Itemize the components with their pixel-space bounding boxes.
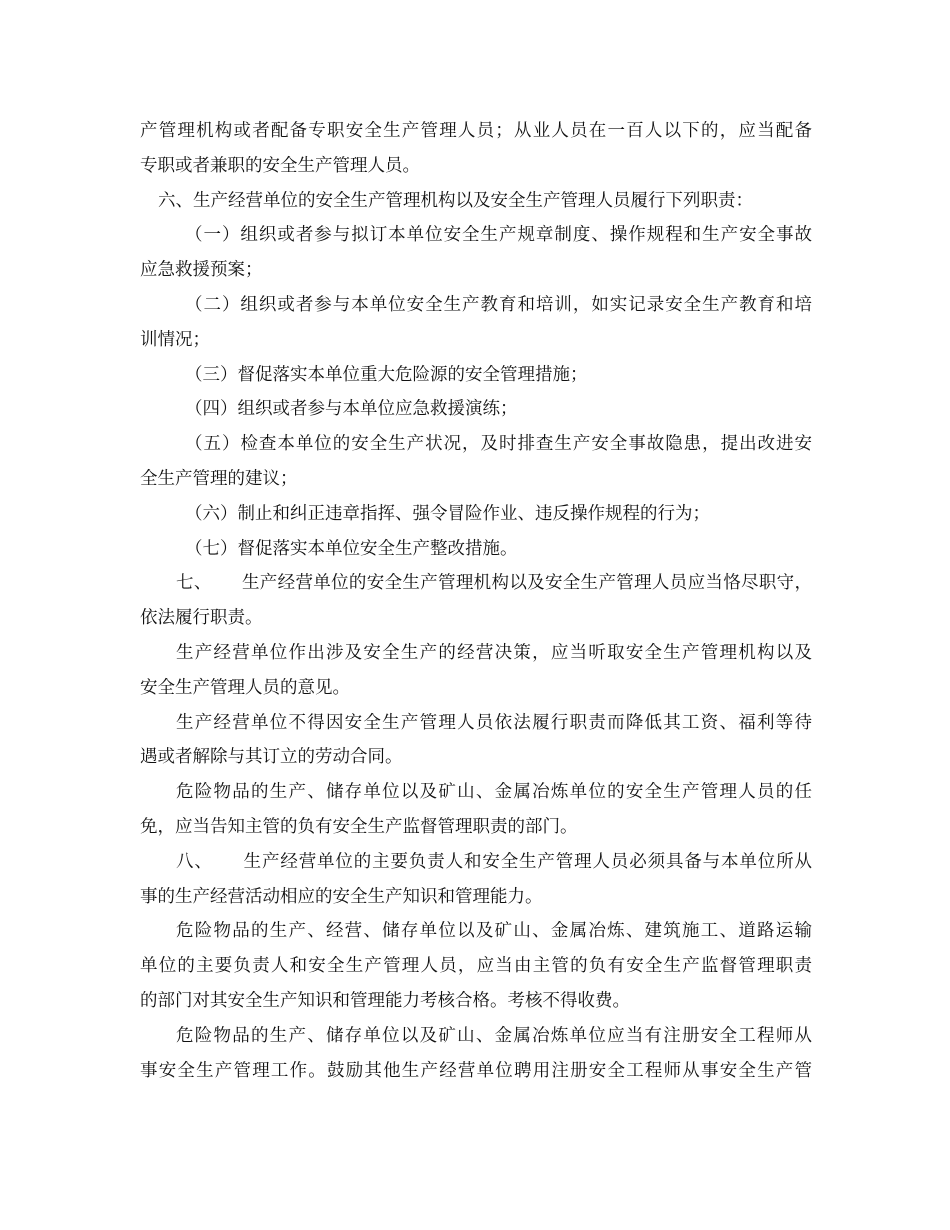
body-line: 免，应当告知主管的负有安全生产监督管理职责的部门。	[140, 816, 578, 837]
list-item-4: （四）组织或者参与本单位应急救援演练；	[185, 399, 518, 420]
body-line: 的部门对其安全生产知识和管理能力考核合格。考核不得收费。	[140, 990, 630, 1011]
body-line: 遇或者解除与其订立的劳动合同。	[140, 747, 403, 768]
body-line: 事安全生产管理工作。鼓励其他生产经营单位聘用注册安全工程师从事安全生产管	[140, 1060, 812, 1081]
section-eight-heading	[140, 845, 812, 880]
body-line: 单位的主要负责人和安全生产管理人员，应当由主管的负有安全生产监督管理职责	[140, 956, 812, 977]
list-item-2-cont: 训情况；	[140, 329, 210, 350]
section-number: 七、	[176, 573, 212, 594]
list-item-2: （二）组织或者参与本单位安全生产教育和培训，如实记录安全生产教育和培	[185, 294, 812, 315]
section-text: 生产经营单位的主要负责人和安全生产管理人员必须具备与本单位所从	[242, 851, 812, 872]
document-body	[140, 114, 812, 1088]
body-line: 依法履行职责。	[140, 608, 263, 629]
section-six-heading: 六、生产经营单位的安全生产管理机构以及安全生产管理人员履行下列职责：	[158, 190, 753, 211]
section-seven-heading	[140, 566, 812, 601]
section-number: 八、	[176, 851, 213, 872]
body-line: 安全生产管理人员的意见。	[140, 677, 350, 698]
paragraph: 危险物品的生产、储存单位以及矿山、金属冶炼单位应当有注册安全工程师从	[176, 1025, 812, 1046]
list-item-5-cont: 全生产管理的建议；	[140, 468, 298, 489]
body-line: 事的生产经营活动相应的安全生产知识和管理能力。	[140, 886, 543, 907]
list-item-3: （三）督促落实本单位重大危险源的安全管理措施；	[185, 364, 588, 385]
body-line: 专职或者兼职的安全生产管理人员。	[140, 155, 420, 176]
list-item-6: （六）制止和纠正违章指挥、强令冒险作业、违反操作规程的行为；	[185, 503, 710, 524]
paragraph: 生产经营单位作出涉及安全生产的经营决策，应当听取安全生产管理机构以及	[176, 642, 812, 663]
list-item-1: （一）组织或者参与拟订本单位安全生产规章制度、操作规程和生产安全事故	[185, 225, 812, 246]
list-item-7: （七）督促落实本单位安全生产整改措施。	[185, 538, 518, 559]
body-line: 产管理机构或者配备专职安全生产管理人员；从业人员在一百人以下的，应当配备	[140, 121, 812, 141]
paragraph: 危险物品的生产、经营、储存单位以及矿山、金属冶炼、建筑施工、道路运输	[176, 921, 812, 942]
paragraph: 危险物品的生产、储存单位以及矿山、金属冶炼单位的安全生产管理人员的任	[176, 782, 812, 803]
paragraph: 生产经营单位不得因安全生产管理人员依法履行职责而降低其工资、福利等待	[176, 712, 812, 733]
list-item-5: （五）检查本单位的安全生产状况，及时排查生产安全事故隐患，提出改进安	[185, 434, 812, 455]
list-item-1-cont: 应急救援预案；	[140, 260, 263, 281]
section-text: 生产经营单位的安全生产管理机构以及安全生产管理人员应当恪尽职守，	[241, 573, 812, 594]
